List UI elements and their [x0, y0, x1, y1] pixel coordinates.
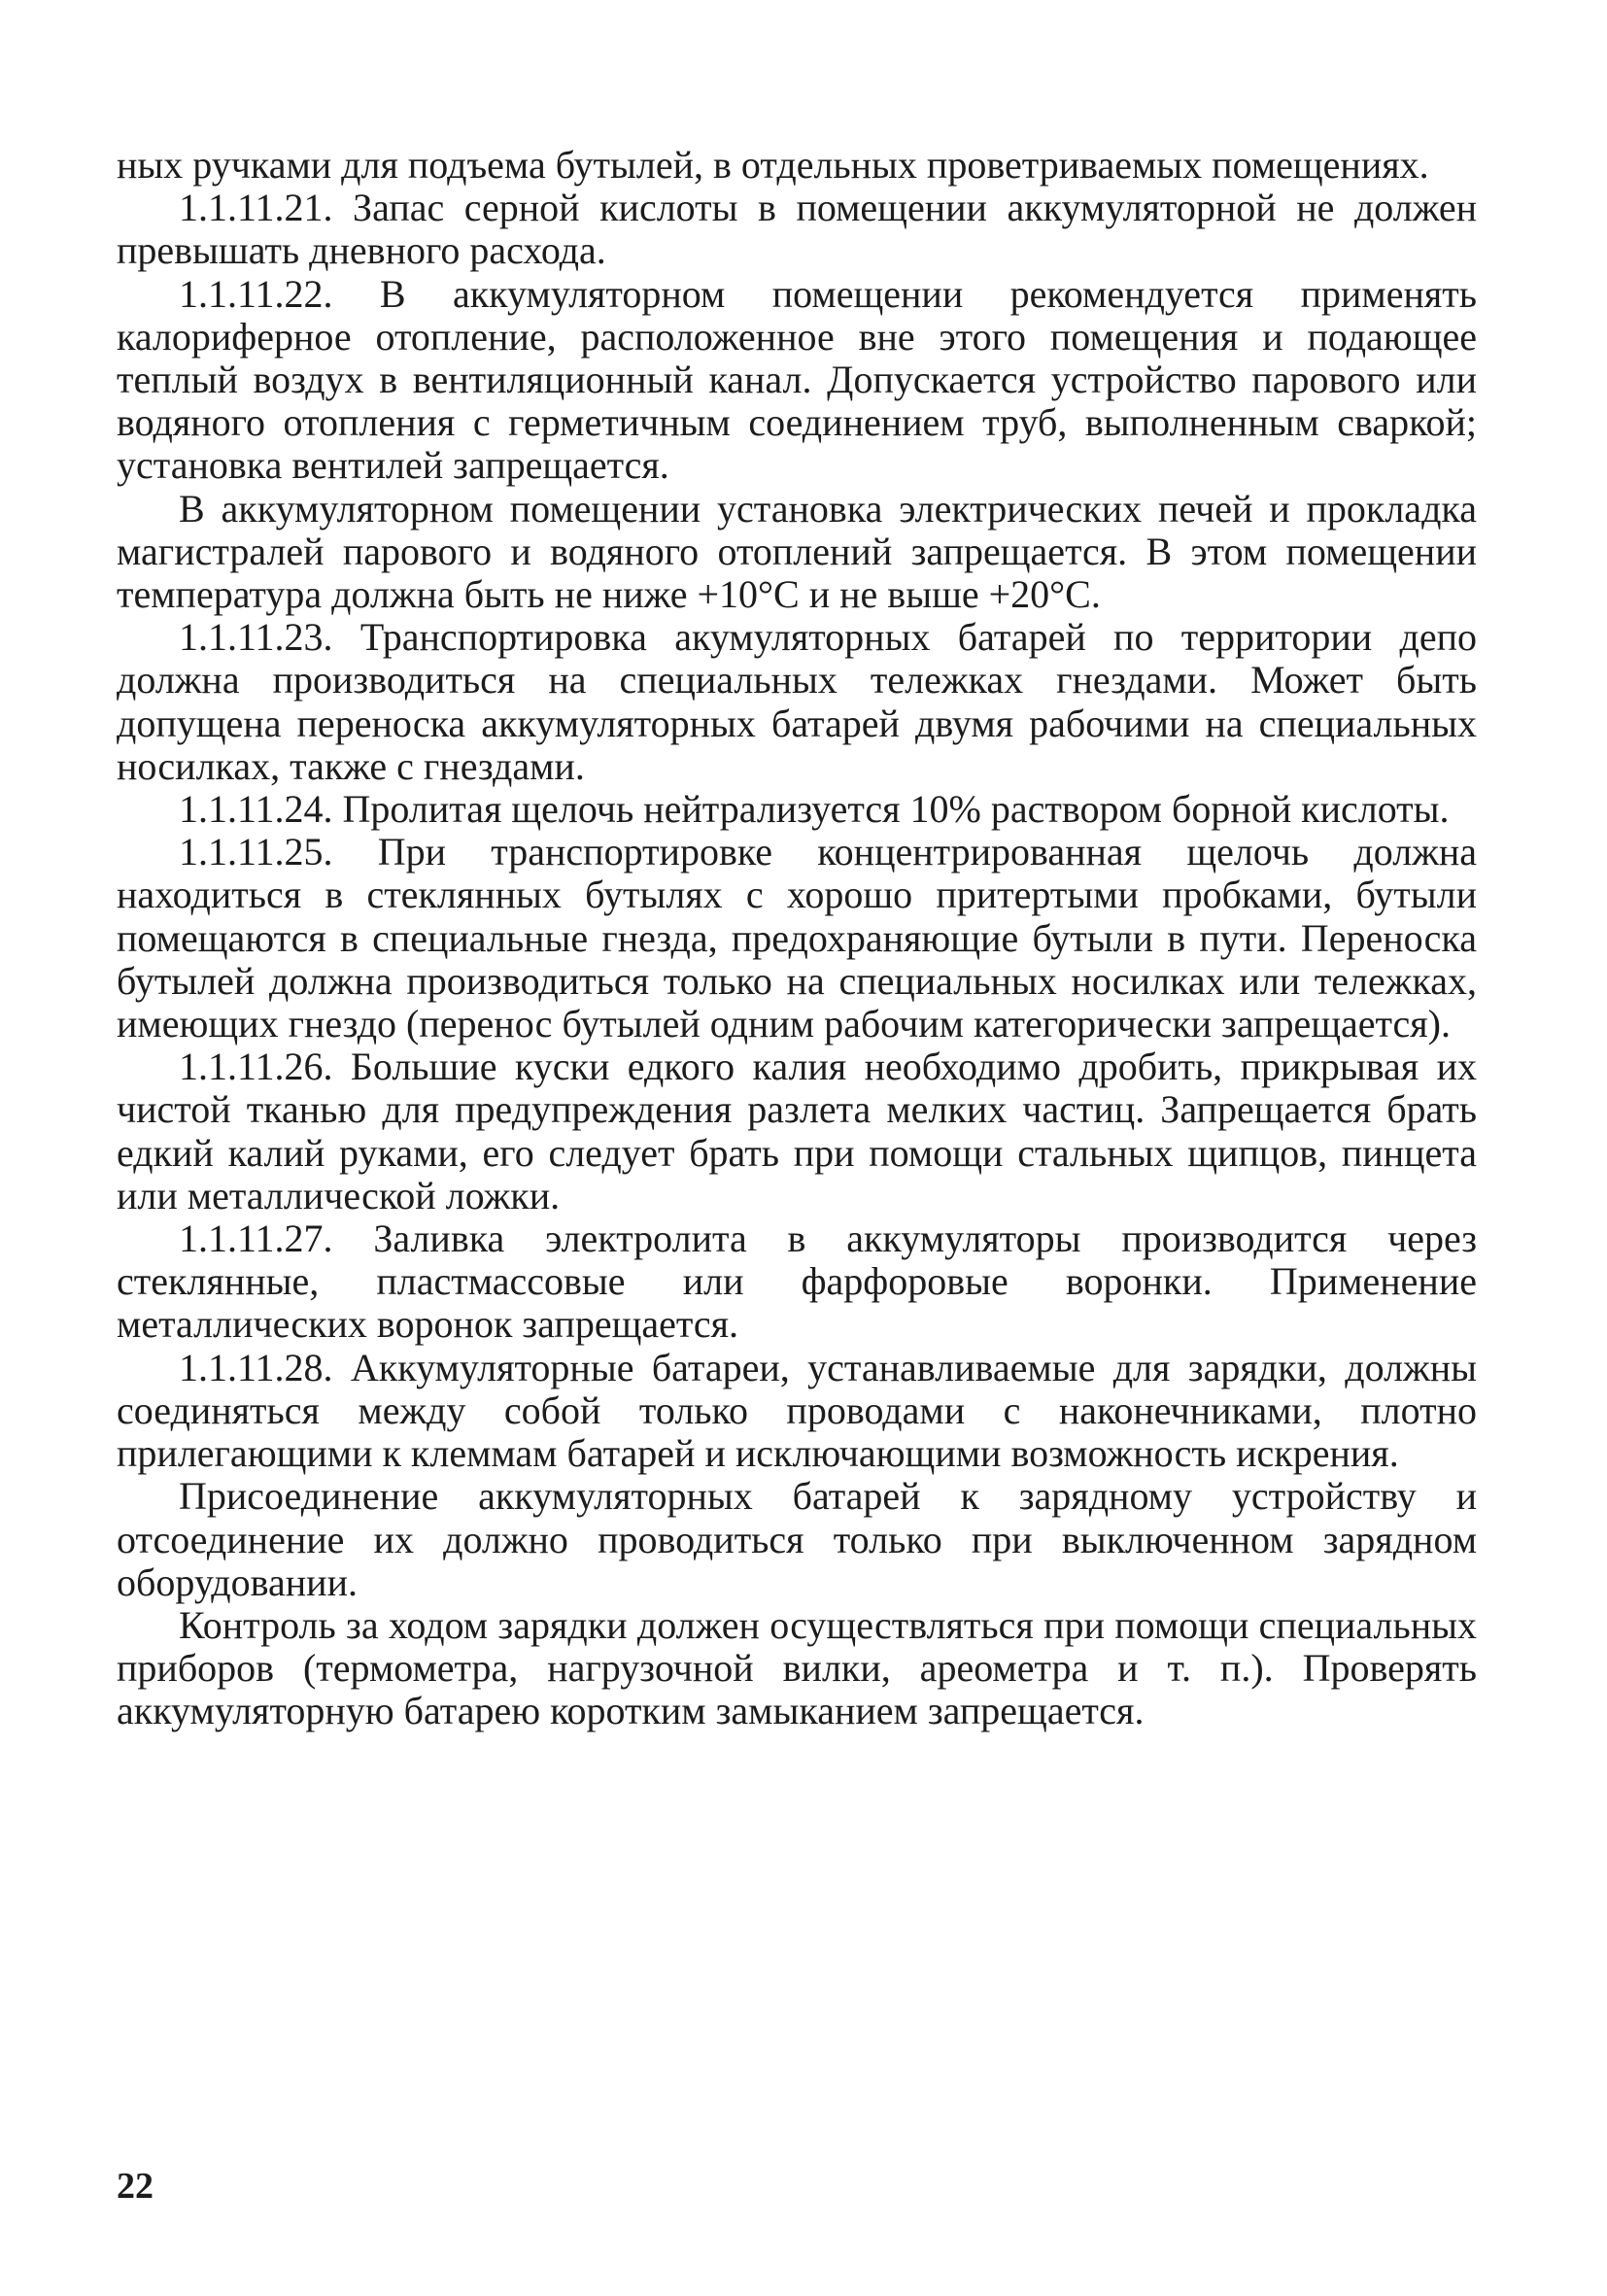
- paragraph-connection-rules: Присоединение аккумуляторных батарей к зарядному устройству и отсоединение их должно проводиться только при выключенном зарядном оборудовании.: [117, 1474, 1477, 1604]
- paragraph-1-1-11-25: 1.1.11.25. При транспортировке концентрированная щелочь должна находиться в стеклянных бутылях с хорошо притертыми пробками, бутыли помещаются в специальные гнезда, предохраняющие бутыли в пути. Переноска бутылей должна производиться только на специальных носилках или тележках, имеющих гнездо (перенос бутылей одним рабочим категорически запрещается).: [117, 830, 1477, 1046]
- paragraph-1-1-11-28: 1.1.11.28. Аккумуляторные батареи, устанавливаемые для зарядки, должны соединяться между собой только проводами с наконечниками, плотно прилегающими к клеммам батарей и исключающими возможность искрения.: [117, 1345, 1477, 1476]
- document-body: [117, 144, 1477, 1733]
- paragraph-1-1-11-24: 1.1.11.24. Пролитая щелочь нейтрализуется 10% раствором борной кислоты.: [179, 787, 1450, 832]
- paragraph-heating-restrictions: В аккумуляторном помещении установка электрических печей и прокладка магистралей парового и водяного отоплений запрещается. В этом помещении температура должна быть не ниже +10°С и не выше +20°С.: [117, 486, 1477, 617]
- page-number: 22: [117, 2166, 154, 2207]
- paragraph-1-1-11-26: 1.1.11.26. Большие куски едкого калия необходимо дробить, прикрывая их чистой тканью для предупреждения разлета мелких частиц. Запрещается брать едкий калий руками, его следует брать при помощи стальных щипцов, пинцета или металлической ложки.: [117, 1045, 1477, 1217]
- paragraph-1-1-11-22: 1.1.11.22. В аккумуляторном помещении рекомендуется применять калориферное отопление, расположенное вне этого помещения и подающее теплый воздух в вентиляционный канал. Допускается устройство парового или водяного отопления с герметичным соединением труб, выполненным сваркой; установка вентилей запрещается.: [117, 271, 1477, 488]
- paragraph-1-1-11-21: 1.1.11.21. Запас серной кислоты в помещении аккумуляторной не должен превышать дневного расхода.: [117, 186, 1477, 273]
- paragraph-1-1-11-27: 1.1.11.27. Заливка электролита в аккумуляторы производится через стеклянные, пластмассовые или фарфоровые воронки. Применение металлических воронок запрещается.: [117, 1217, 1477, 1347]
- paragraph-continuation: ных ручками для подъема бутылей, в отдельных проветриваемых помещениях.: [117, 143, 1429, 187]
- paragraph-1-1-11-23: 1.1.11.23. Транспортировка акумуляторных батарей по территории депо должна производиться на специальных тележках гнездами. Может быть допущена переноска аккумуляторных батарей двумя рабочими на специальных носилках, также с гнездами.: [117, 615, 1477, 788]
- paragraph-charging-control: Контроль за ходом зарядки должен осуществляться при помощи специальных приборов (термометра, нагрузочной вилки, ареометра и т. п.). Проверять аккумуляторную батарею коротким замыканием запрещается.: [117, 1602, 1477, 1733]
